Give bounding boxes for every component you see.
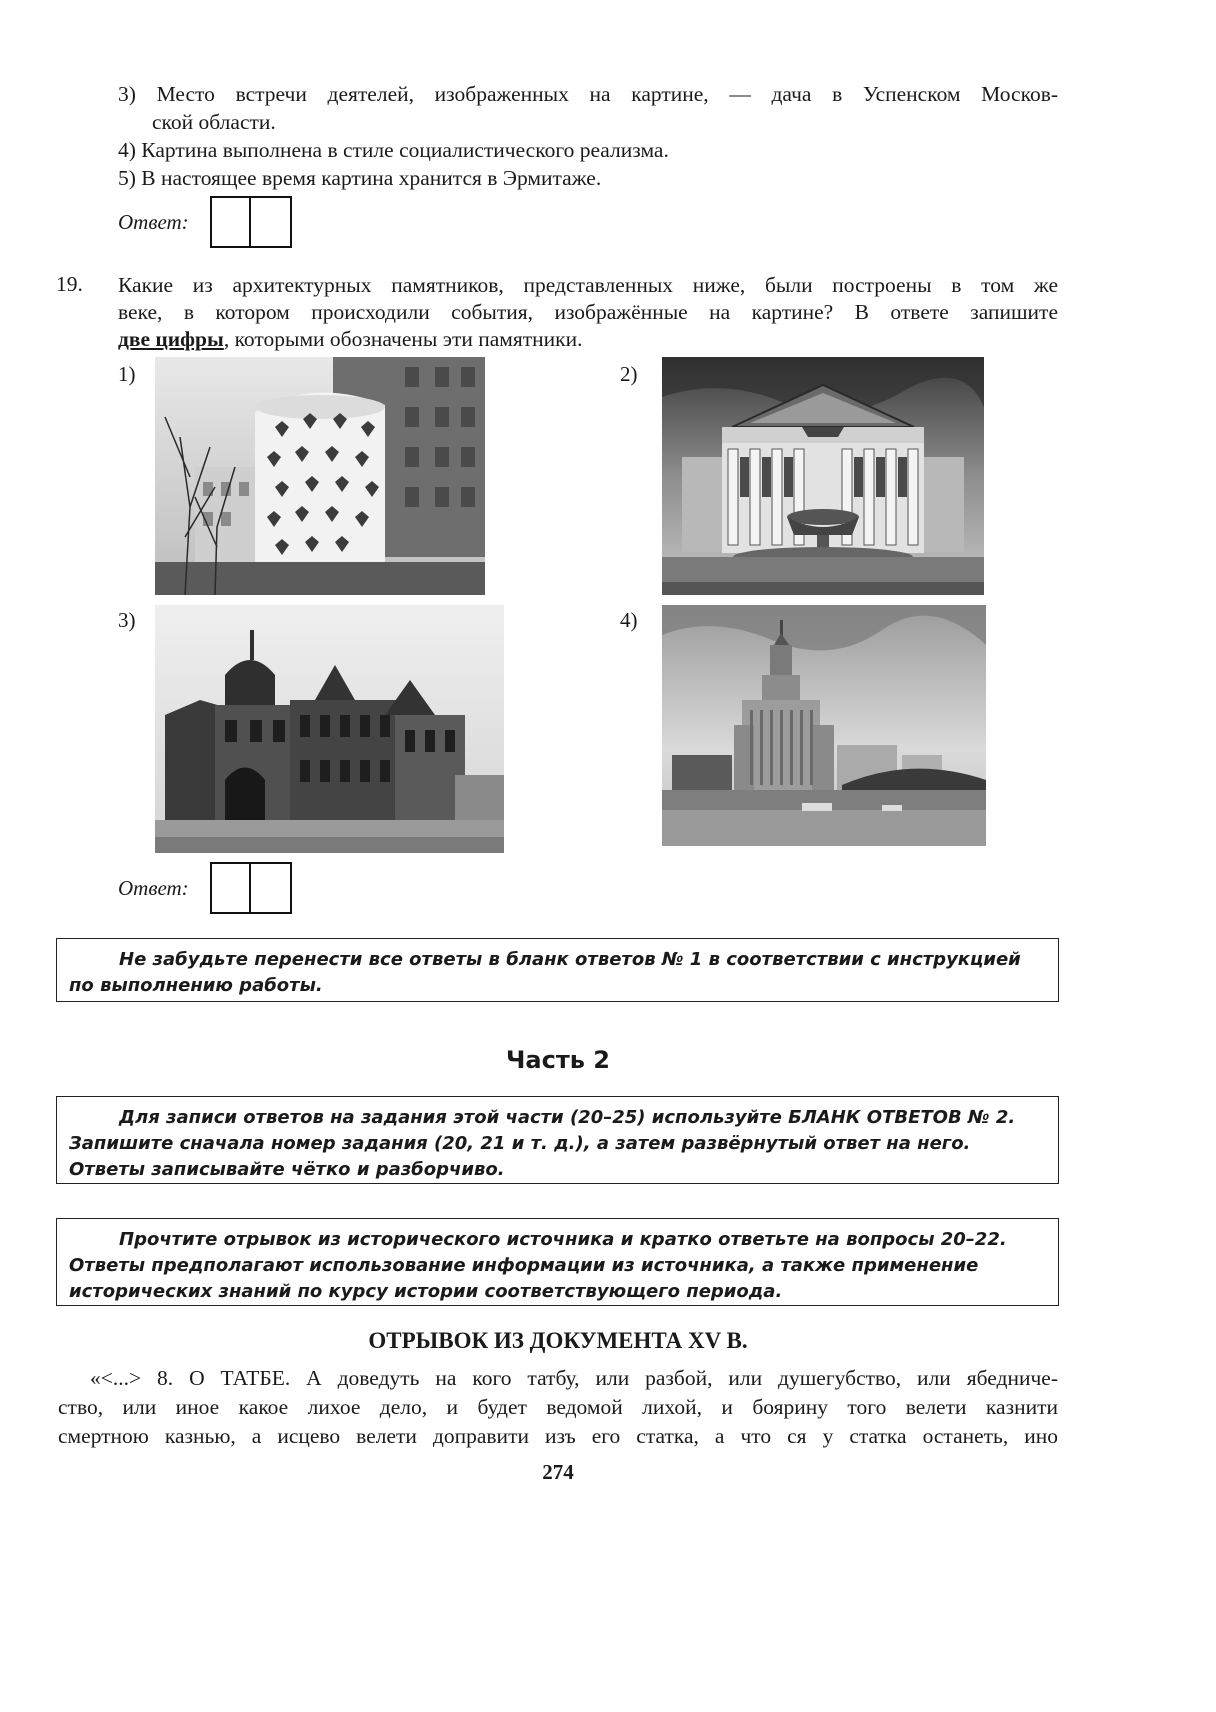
option-number: 5) (118, 166, 136, 190)
document-line-1: «<...> 8. О ТАТБЕ. А доведуть на кого татбу, или разбой, или душегубство, или ябедниче- (90, 1366, 1058, 1390)
document-text (58, 1364, 1058, 1451)
bolshoi-theatre-photo (662, 357, 984, 595)
document-line-2: ство, или иное какое лихое дело, и будет ведомой лихой, и боярину того велети казнити (58, 1395, 1058, 1419)
task-emphasis: две цифры (118, 327, 224, 351)
option-5 (118, 166, 601, 191)
option-text: В настоящее время картина хранится в Эрмитаже. (141, 166, 602, 190)
task-line-3: , которыми обозначены эти памятники. (223, 327, 583, 351)
option-3 (118, 82, 1058, 138)
image-label-2: 2) (620, 362, 638, 386)
option-number: 4) (118, 138, 136, 162)
option-text: Место встречи деятелей, изображенных на картине, — дача в Успенском Москов- (156, 82, 1059, 106)
image-label-4: 4) (620, 608, 638, 632)
notice-source-text: Прочтите отрывок из исторического источника и кратко ответьте на вопросы 20–22. Ответы предполагают использование информации из источника, а также применение исторических знаний по курсу истории соответствующего периода. (69, 1229, 1007, 1302)
notice-transfer (56, 938, 1059, 1002)
document-title: ОТРЫВОК ИЗ ДОКУМЕНТА XV В. (368, 1328, 748, 1353)
answer-label: Ответ: (118, 210, 189, 234)
stalin-highrise-photo (662, 605, 986, 846)
option-4 (118, 138, 669, 163)
notice-part2 (56, 1096, 1059, 1184)
answer-box-2[interactable] (210, 862, 292, 914)
answer-box[interactable] (210, 196, 292, 248)
answer-label-2: Ответ: (118, 876, 189, 900)
option-text: Картина выполнена в стиле социалистического реализма. (141, 138, 669, 162)
document-line-3: смертною казнью, а исцево велети доправити изъ его статка, а что ся у статка останеть, ино (58, 1424, 1058, 1448)
option-text-cont: ской области. (152, 110, 276, 134)
task-line-1: Какие из архитектурных памятников, представленных ниже, были построены в том же (118, 273, 1058, 297)
page-number: 274 (542, 1460, 574, 1484)
polytechnic-museum-photo (155, 605, 504, 853)
task-line-2: веке, в котором происходили события, изображённые на картине? В ответе запишите (118, 300, 1058, 324)
melnikov-house-photo (155, 357, 485, 595)
notice-part2-text: Для записи ответов на задания этой части (20–25) используйте БЛАНК ОТВЕТОВ № 2. Запишите сначала номер задания (20, 21 и т. д.), а затем развёрнутый ответ на него. Ответы записывайте чётко и разборчиво. (69, 1107, 1016, 1180)
part2-title: Часть 2 (506, 1046, 610, 1074)
image-label-1: 1) (118, 362, 136, 386)
image-label-3: 3) (118, 608, 136, 632)
notice-transfer-text: Не забудьте перенести все ответы в бланк ответов № 1 в соответствии с инструкцией по выполнению работы. (69, 949, 1021, 996)
task-19-text (118, 272, 1058, 353)
notice-source (56, 1218, 1059, 1306)
option-number: 3) (118, 82, 136, 106)
task-number: 19. (56, 272, 83, 296)
